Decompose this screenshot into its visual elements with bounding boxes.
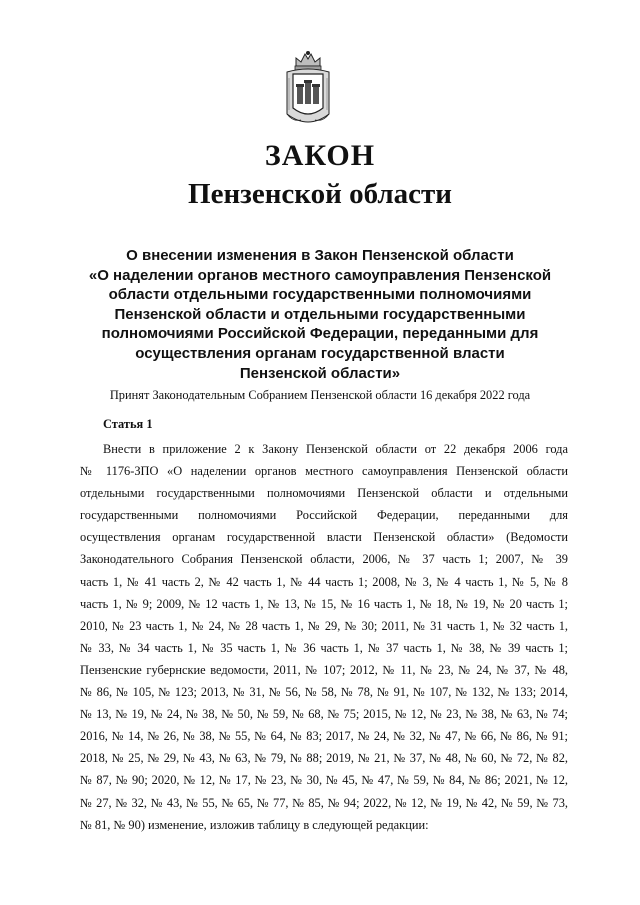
article-line: № 1176-ЗПО «О наделении органов местного самоуправления Пензенской области	[80, 464, 568, 479]
law-title: ЗАКОН	[264, 139, 376, 172]
article-line: 2010, № 23 часть 1, № 24, № 28 часть 1, № 29, № 30; 2011, № 31 часть 1, № 32 часть 1,	[80, 618, 568, 633]
article-line: осуществления органам государственной власти Пензенской области» (Ведомости	[80, 530, 568, 545]
article-line: № 27, № 32, № 43, № 55, № 65, № 77, № 85, № 94; 2022, № 12, № 19, № 42, № 59, № 73,	[80, 795, 568, 810]
coat-of-arms-icon	[283, 50, 333, 128]
subject-line: области отдельными государственными полномочиями	[108, 286, 532, 304]
subject-line: «О наделении органов местного самоуправления Пензенской	[88, 266, 552, 284]
article-line: № 33, № 34 часть 1, № 35 часть 1, № 36 часть 1, № 37 часть 1, № 38, № 39 часть 1;	[80, 640, 568, 655]
law-subject	[80, 246, 560, 383]
subject-line: Пензенской области и отдельными государственными	[114, 305, 526, 323]
article-line: № 87, № 90; 2020, № 12, № 17, № 23, № 30, № 45, № 47, № 59, № 84, № 86; 2021, № 12,	[80, 773, 568, 788]
adoption-note: Принят Законодательным Собранием Пензенской области 16 декабря 2022 года	[109, 388, 531, 402]
article-line: 2016, № 14, № 26, № 38, № 55, № 64, № 83; 2017, № 24, № 32, № 47, № 66, № 86, № 91;	[80, 729, 568, 744]
article-line: № 86, № 105, № 123; 2013, № 31, № 56, № 58, № 78, № 91, № 107, № 132, № 133; 2014,	[80, 685, 568, 700]
article-line: часть 1, № 41 часть 2, № 42 часть 1, № 44 часть 1; 2008, № 3, № 4 часть 1, № 5, № 8	[80, 574, 568, 589]
article-heading: Статья 1	[103, 417, 153, 431]
subject-line: осуществления органам государственной власти	[135, 344, 505, 362]
law-region: Пензенской области	[188, 178, 452, 210]
article-line: отдельными государственными полномочиями Пензенской области и отдельными	[80, 486, 568, 501]
article-line: государственными полномочиями Российской Федерации, переданными для	[80, 508, 568, 523]
article-line: Законодательного Собрания Пензенской области, 2006, № 37 часть 1; 2007, № 39	[80, 552, 568, 567]
article-line: № 13, № 19, № 24, № 38, № 50, № 59, № 68, № 75; 2015, № 12, № 23, № 38, № 63, № 74;	[80, 707, 568, 722]
article-line: № 81, № 90) изменение, изложив таблицу в следующей редакции:	[80, 817, 429, 832]
article-body	[80, 438, 568, 836]
article-line: Внести в приложение 2 к Закону Пензенской области от 22 декабря 2006 года	[103, 442, 568, 456]
subject-line: полномочиями Российской Федерации, переданными для	[101, 325, 539, 343]
subject-line: О внесении изменения в Закон Пензенской области	[126, 247, 514, 264]
article-line: часть 1, № 9; 2009, № 12 часть 1, № 13, № 15, № 16 часть 1, № 18, № 19, № 20 часть 1;	[80, 596, 568, 611]
subject-line: Пензенской области»	[239, 364, 401, 382]
article-line: Пензенские губернские ведомости, 2011, № 107; 2012, № 11, № 23, № 24, № 37, № 48,	[80, 662, 568, 677]
article-line: 2018, № 25, № 29, № 43, № 63, № 79, № 88; 2019, № 21, № 37, № 48, № 60, № 72, № 82,	[80, 751, 568, 766]
